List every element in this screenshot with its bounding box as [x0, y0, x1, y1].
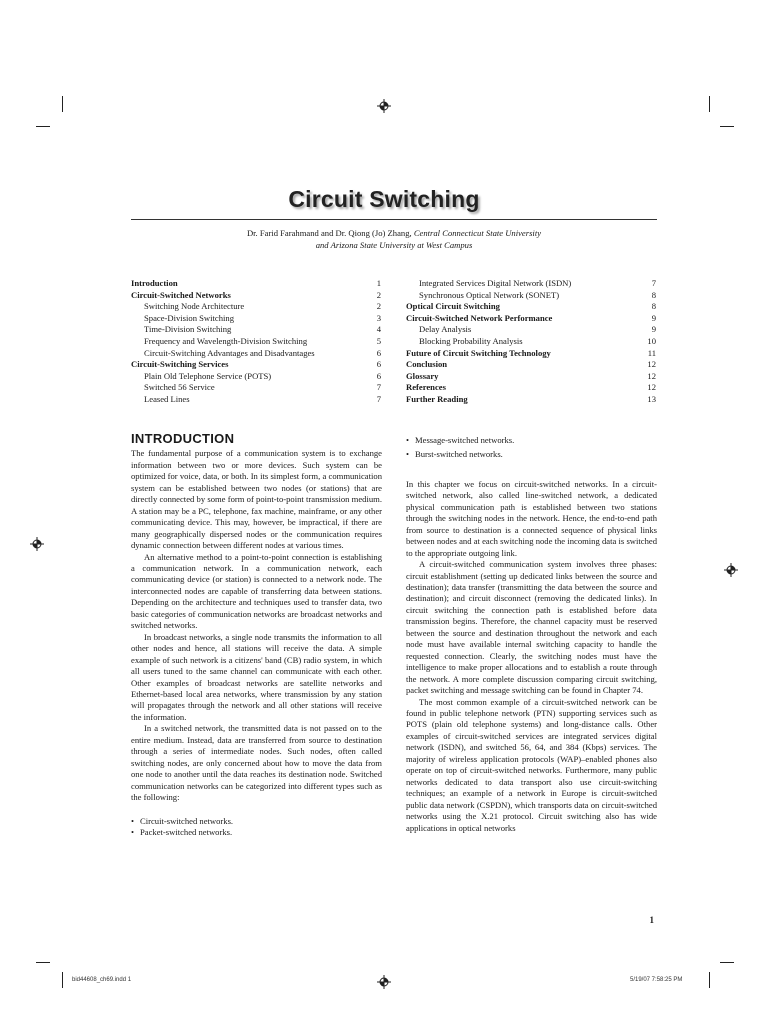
slug-timestamp: 5/19/07 7:58:25 PM — [630, 977, 683, 983]
toc-entry — [131, 290, 381, 302]
left-text-column — [131, 433, 382, 838]
registration-mark-icon — [377, 975, 391, 989]
crop-mark — [62, 972, 63, 988]
toc-entry-page: 12 — [647, 359, 656, 370]
toc-entry-page: 13 — [647, 393, 656, 404]
toc-entry — [406, 382, 656, 394]
toc-entry — [131, 301, 381, 313]
toc-entry-page: 5 — [376, 335, 381, 346]
paragraph: In a switched network, the transmitted data is not passed on to the entire medium. Instead, data are transferred from source to destination through a series of intermediate nodes. Such nodes, often called switching nodes, are only concerned about how to move the data from one node to another until the data reaches its destination node. Switched communication networks can be categorized into different types such as the following: — [131, 723, 382, 803]
toc-entry — [131, 382, 381, 394]
registration-mark-icon — [724, 563, 738, 577]
page-number: 1 — [649, 915, 654, 925]
toc-entry-page: 10 — [647, 335, 656, 346]
toc-entry — [406, 394, 656, 406]
toc-entry-page: 12 — [647, 370, 656, 381]
toc-entry — [131, 336, 381, 348]
toc-entry — [406, 324, 656, 336]
toc-entry-label: Circuit-Switching Advantages and Disadvantages — [144, 347, 315, 358]
toc-entry-label: Time-Division Switching — [144, 324, 232, 335]
crop-mark — [720, 126, 734, 127]
author-affiliation: Central Connecticut State University — [413, 228, 542, 238]
toc-entry-label: Leased Lines — [144, 393, 190, 404]
crop-mark — [720, 962, 734, 963]
toc-entry-page: 2 — [376, 301, 381, 312]
author-names: Dr. Farid Farahmand and Dr. Qiong (Jo) Zhang, — [246, 228, 414, 238]
list-item: • Message-switched networks. — [406, 435, 657, 446]
toc-entry-page: 7 — [376, 393, 381, 404]
toc-entry-label: Space-Division Switching — [144, 312, 234, 323]
toc-entry-label: Further Reading — [406, 393, 468, 404]
toc-entry — [406, 278, 656, 290]
toc-entry-label: Switched 56 Service — [144, 382, 215, 393]
chapter-title: Circuit Switching — [288, 186, 480, 212]
toc-entry-label: Switching Node Architecture — [144, 301, 245, 312]
crop-mark — [62, 96, 63, 112]
crop-mark — [36, 126, 50, 127]
toc-entry — [131, 359, 381, 371]
toc-entry-page: 6 — [376, 359, 381, 370]
author-affiliation: and Arizona State University at West Campus — [315, 240, 473, 250]
toc-entry-page: 6 — [376, 347, 381, 358]
registration-mark-icon — [377, 99, 391, 113]
crop-mark — [709, 972, 710, 988]
toc-entry-label: Circuit-Switched Networks — [131, 289, 231, 300]
paragraph: The fundamental purpose of a communication system is to exchange information between two or more devices. Such system can be optimized for voice, data, or both. In its simplest form, a communication system can be established between two nodes (or stations) that are directly connected by some form of point-to-point transmission medium. A station may be a PC, telephone, fax machine, mainframe, or any other communicating device. This may, however, be impractical, if there are many geographically dispersed nodes or the communication requires dynamic connection between different nodes at various times. — [131, 448, 382, 551]
toc-entry-label: Delay Analysis — [419, 324, 472, 335]
toc-entry-label: Future of Circuit Switching Technology — [406, 347, 551, 358]
toc-entry-label: References — [406, 382, 446, 393]
paragraph: In this chapter we focus on circuit-switched networks. In a circuit-switched network, also called line-switched network, a dedicated physical communication path is established between two stations through the switching nodes in the network. Hence, the end-to-end path from source to destination is a connected sequence of physical links between nodes and at each switching node the incoming data is switched to the appropriate outgoing link. — [406, 478, 657, 558]
toc-entry — [131, 371, 381, 383]
toc-entry-label: Frequency and Wavelength-Division Switching — [144, 335, 308, 346]
toc-entry-label: Synchronous Optical Network (SONET) — [419, 289, 560, 300]
section-heading: INTRODUCTION — [131, 431, 235, 446]
registration-mark-icon — [30, 537, 44, 551]
crop-mark — [709, 96, 710, 112]
toc-entry-label: Blocking Probability Analysis — [419, 335, 523, 346]
toc-entry — [406, 336, 656, 348]
toc-entry — [131, 278, 381, 290]
author-line — [131, 227, 657, 251]
toc-entry — [406, 290, 656, 302]
toc-entry-page: 9 — [651, 312, 656, 323]
toc-entry-label: Introduction — [131, 278, 178, 288]
bullet-list — [131, 816, 382, 839]
list-item: • Burst-switched networks. — [406, 449, 657, 460]
toc-entry — [406, 348, 656, 360]
toc-entry-page: 3 — [376, 312, 381, 323]
toc-entry-page: 12 — [647, 382, 656, 393]
toc-entry-label: Circuit-Switching Services — [131, 359, 229, 370]
toc-entry-page: 7 — [376, 382, 381, 393]
toc-entry-page: 1 — [376, 278, 381, 288]
paragraph: In broadcast networks, a single node transmits the information to all other nodes and hence, all stations will receive the data. A simple example of such network is a citizens' band (CB) radio system, in which all users tuned to the same channel can communicate with each other. Other examples of broadcast networks are satellite networks and Ethernet-based local area networks, where transmission by any station will propagates through the network and all other stations will receive the information. — [131, 631, 382, 722]
toc-entry-page: 11 — [647, 347, 656, 358]
toc-entry — [131, 348, 381, 360]
toc-entry-label: Optical Circuit Switching — [406, 301, 500, 312]
toc-entry-page: 9 — [651, 324, 656, 335]
list-item: • Packet-switched networks. — [131, 827, 382, 838]
title-rule — [131, 219, 657, 220]
toc-entry-label: Conclusion — [406, 359, 448, 370]
paragraph: The most common example of a circuit-switched network can be found in public telephone network (PTN) supporting services such as POTS (plain old telephone systems) and long-distance calls. Other examples of circuit-switched services are integrated services digital network (ISDN), and switched 56, 64, and 384 (Kbps) services. The majority of wireless application protocols (WAP)–enabled phones also operate on top of circuit-switched networks. Furthermore, many public networks dedicated to data transport also use circuit-switching techniques; an example of a network in Europe is circuit-switched public data network (CSPDN), which transports data on circuit-switched networks using the X.21 protocol. Circuit switching also has wide applications in optical networks — [406, 696, 657, 833]
toc-entry — [406, 371, 656, 383]
toc-entry-label: Integrated Services Digital Network (ISDN) — [419, 278, 572, 288]
paragraph: A circuit-switched communication system involves three phases: circuit establishment (setting up dedicated links between the source and destination); data transfer (transmitting the data between the source and destination); and circuit disconnect (removing the dedicated links). In circuit switching the connection path is established before data transmission begins. Therefore, the channel capacity must be reserved between the source and destination throughout the network and each node must have available internal switching capacity to handle the requested connection. Clearly, the switching nodes must have the intelligence to make proper allocations and to establish a route through the network. A more complete discussion comparing circuit switching, packet switching and message switching can be found in Chapter 74. — [406, 559, 657, 696]
toc-entry — [406, 301, 656, 313]
toc-entry-label: Plain Old Telephone Service (POTS) — [144, 370, 272, 381]
toc-entry-page: 8 — [651, 301, 656, 312]
toc-entry-page: 6 — [376, 370, 381, 381]
bullet-list — [406, 435, 657, 461]
toc-entry-page: 4 — [376, 324, 381, 335]
toc-entry-label: Glossary — [406, 370, 439, 381]
toc-entry-page: 7 — [651, 278, 656, 288]
toc-entry-label: Circuit-Switched Network Performance — [406, 312, 553, 323]
crop-mark — [36, 962, 50, 963]
paragraph: An alternative method to a point-to-point connection is establishing a communication network. In a communication network, each communicating device (or station) is connected to a network node. The interconnected nodes are capable of transferring data between stations. Depending on the architecture and techniques used to transfer data, two basic categories of communication networks are broadcast networks and switched networks. — [131, 551, 382, 631]
toc-left-column — [131, 278, 381, 406]
toc-entry — [131, 324, 381, 336]
toc-entry — [131, 394, 381, 406]
toc-entry — [131, 313, 381, 325]
toc-right-column — [406, 278, 656, 406]
right-text-column — [406, 435, 657, 834]
list-item: • Circuit-switched networks. — [131, 816, 382, 827]
toc-entry — [406, 359, 656, 371]
toc-entry-page: 2 — [376, 289, 381, 300]
toc-entry-page: 8 — [651, 289, 656, 300]
toc-entry — [406, 313, 656, 325]
slug-file-name: bid44608_ch69.indd 1 — [72, 977, 132, 983]
